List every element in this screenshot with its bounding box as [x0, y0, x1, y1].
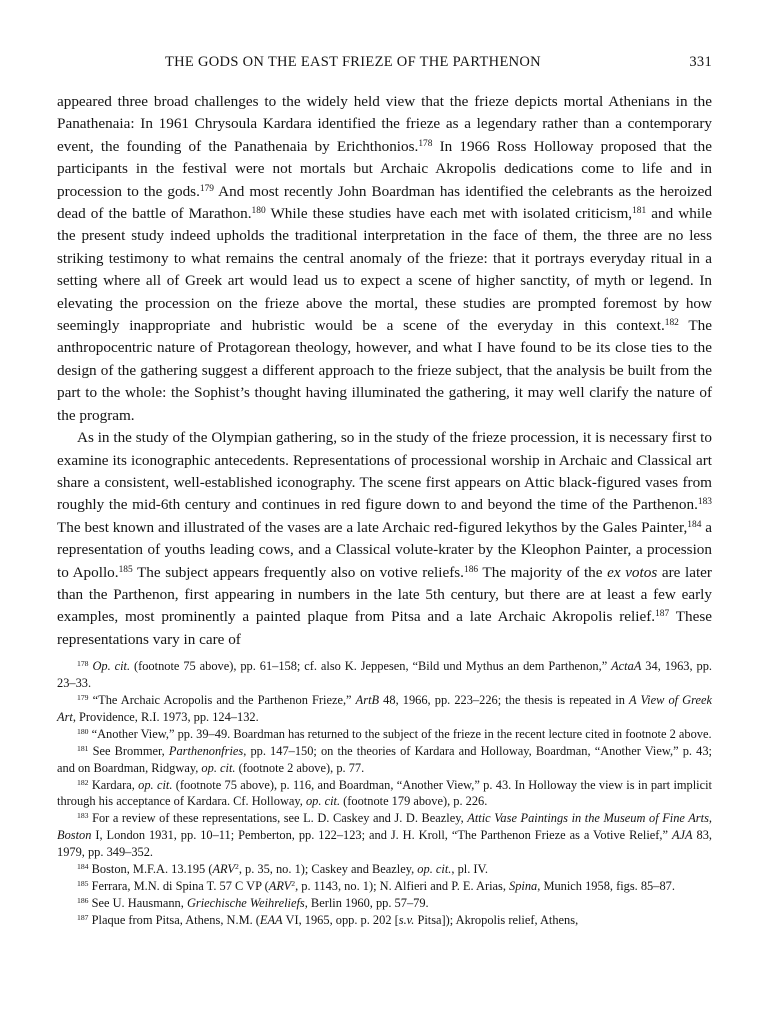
footnote-183: $^{183}$ For a review of these representations, see L. D. Caskey and J. D. Beazley, Attic Vase Paintings in the Museum of Fine Arts, Boston I, London 1931, pp. 10–11; Pemberton, pp. 122–123; and J. H. Kroll, “The Parthenon Frieze as a Votive Relief,” AJA 83, 1979, pp. 349–352. — [57, 811, 712, 860]
body-text — [57, 91, 712, 651]
footnote-182: $^{182}$ Kardara, op. cit. (footnote 75 above), p. 116, and Boardman, “Another View,” p. 43. In Holloway the view is in part implicit through his acceptance of Kardara. Cf. Holloway, op. cit. (footnote 179 above), p. 226. — [57, 777, 712, 809]
footnotes — [57, 658, 712, 929]
running-title: THE GODS ON THE EAST FRIEZE OF THE PARTHENON — [165, 54, 541, 70]
paragraph: appeared three broad challenges to the widely held view that the frieze depicts mortal Athenians in the Panathenaia: In 1961 Chrysoula Kardara identified the frieze as a legendary rather than a contemporary event, the founding of the Panathenaia by Erichthonios.$^{178}$ In 1966 Ross Holloway proposed that the participants in the festival were not mortals but Archaic Akropolis dedications come to life and in procession to the gods.$^{179}$ And most recently John Boardman has identified the celebrants as the heroized dead of the battle of Marathon.$^{180}$ While these studies have each met with isolated criticism,$^{181}$ and while the present study indeed upholds the traditional interpretation in the face of them, the three are no less striking testimony to what remains the central anomaly of the frieze: that it portrays everyday ritual in a setting where all of Greek art would lead us to expect a scene of higher sanctity, of myth or legend. In elevating the procession on the frieze above the mortal, these studies are prompted foremost by how seemingly inappropriate and hubristic would be a scene of the everyday in this context.$^{182}$ The anthropocentric nature of Protagorean theology, however, and what I have found to be its close ties to the design of the gathering suggest a different approach to the frieze subject, that the analysis be built from the part to the whole: the Sophist’s thought having illuminated the gathering, it may well clarify the nature of the program. — [57, 93, 713, 424]
footnote-186: $^{186}$ See U. Hausmann, Griechische Weihreliefs, Berlin 1960, pp. 57–79. — [77, 895, 429, 910]
paragraph: As in the study of the Olympian gathering, so in the study of the frieze procession, it is necessary first to examine its iconographic antecedents. Representations of processional worship in Archaic and Classical art share a consistent, well-established iconography. The scene first appears on Attic black-figured vases from roughly the mid-6th century and continues in red figure down to and beyond the time of the Parthenon.$^{183}$ The best known and illustrated of the vases are a late Archaic red-figured lekythos by the Gales Painter,$^{184}$ a representation of youths leading cows, and a Classical volute-krater by the Kleophon Painter, a procession to Apollo.$^{185}$ The subject appears frequently also on votive reliefs.$^{186}$ The majority of the ex votos are later than the Parthenon, first appearing in numbers in the late 5th century, but there are at least a few early examples, most prominently a painted plaque from Pitsa and a late Archaic Akropolis relief.$^{187}$ These representations vary in care of — [57, 429, 712, 648]
footnote-179: $^{179}$ “The Archaic Acropolis and the Parthenon Frieze,” ArtB 48, 1966, pp. 223–226; the thesis is repeated in A View of Greek Art, Providence, R.I. 1973, pp. 124–132. — [57, 692, 712, 724]
footnote-181: $^{181}$ See Brommer, Parthenonfries, pp. 147–150; on the theories of Kardara and Holloway, Boardman, “Another View,” p. 43; and on Boardman, Ridgway, op. cit. (footnote 2 above), p. 77. — [57, 743, 712, 775]
page — [57, 54, 712, 929]
footnote-180: $^{180}$ “Another View,” pp. 39–49. Boardman has returned to the subject of the frieze in the recent lecture cited in footnote 2 above. — [77, 726, 712, 741]
running-header — [57, 54, 712, 76]
footnote-187: $^{187}$ Plaque from Pitsa, Athens, N.M. (EAA VI, 1965, opp. p. 202 [s.v. Pitsa]); Akropolis relief, Athens, — [77, 912, 579, 927]
footnote-178: $^{178}$ Op. cit. (footnote 75 above), pp. 61–158; cf. also K. Jeppesen, “Bild und Mythus an dem Parthenon,” ActaA 34, 1963, pp. 23–33. — [57, 658, 712, 691]
footnote-184: $^{184}$ Boston, M.F.A. 13.195 (ARV$^2$, p. 35, no. 1); Caskey and Beazley, op. cit., pl. IV. — [77, 861, 488, 877]
page-number: 331 — [689, 54, 712, 70]
footnote-185: $^{185}$ Ferrara, M.N. di Spina T. 57 C VP (ARV$^2$, p. 1143, no. 1); N. Alfieri and P. E. Arias, Spina, Munich 1958, figs. 85–87. — [77, 878, 675, 893]
